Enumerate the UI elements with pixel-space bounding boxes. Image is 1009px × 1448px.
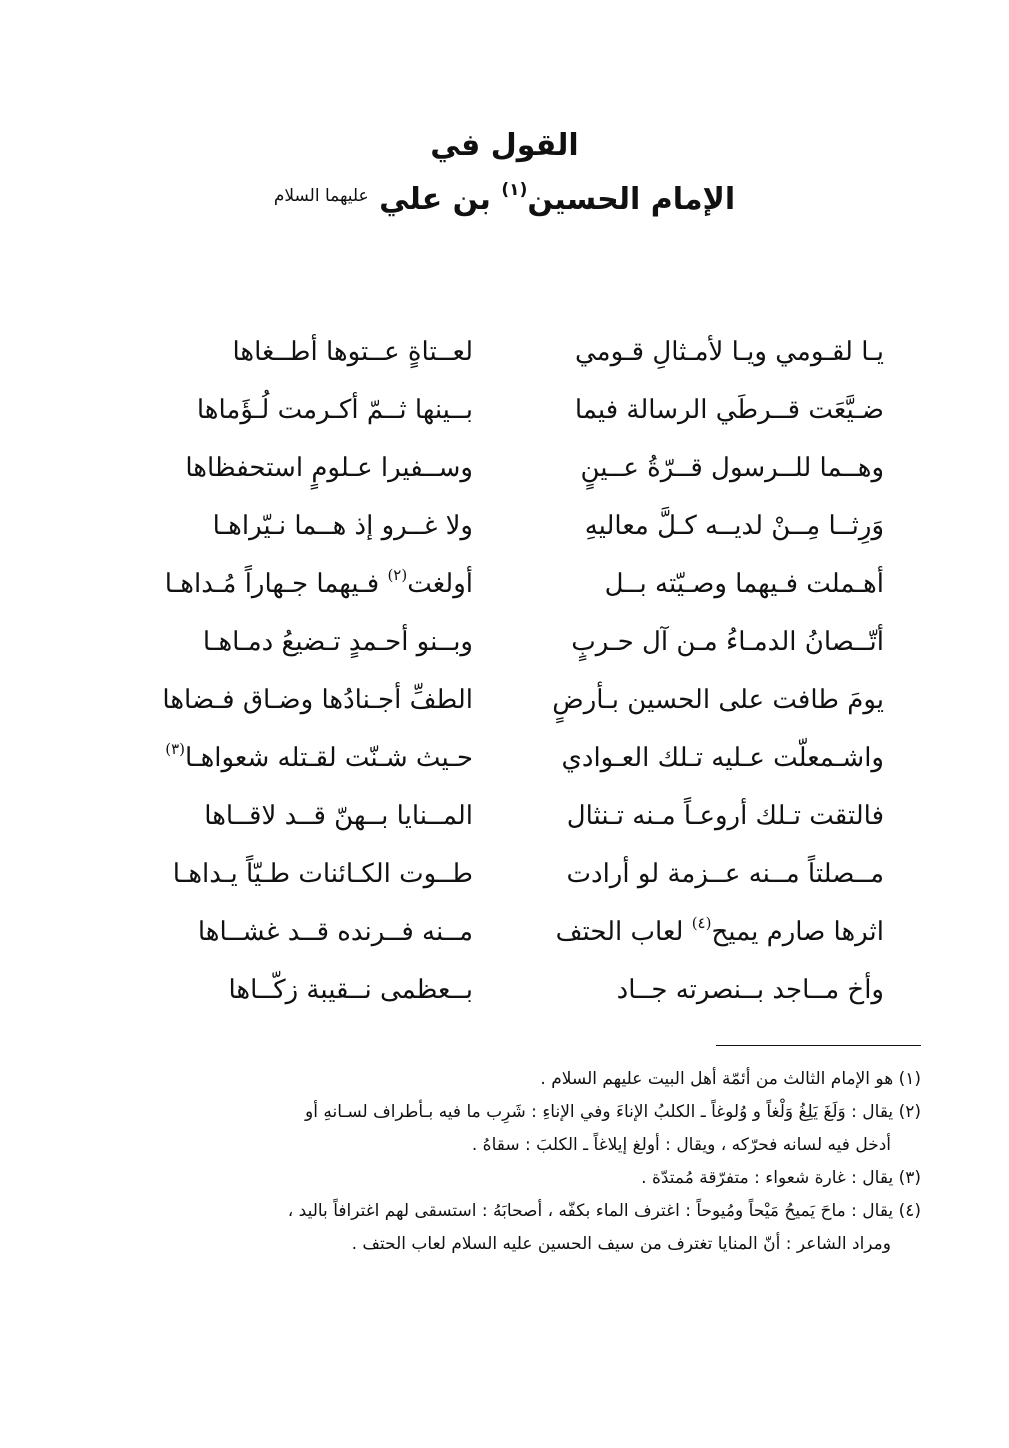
footnote-text: يقال : وَلَغَ يَلِغُ وَلْغاً و وُلوغاً ـ الكلبُ الإناءَ وفي الإناءِ : شَرِب ما فيه بـأطراف لسـانهِ أو bbox=[305, 1102, 894, 1122]
verse bbox=[0, 729, 1009, 787]
footnote-text: يقال : غارة شعواء : متفرّقة مُمتدّة . bbox=[641, 1168, 894, 1188]
subtitle-name: الإمام الحسين bbox=[527, 182, 736, 217]
verse bbox=[0, 903, 1009, 961]
verse bbox=[0, 439, 1009, 497]
verse-second-half: طــوت الكـائنات طـيّاً يـداهـا bbox=[172, 859, 473, 889]
footnote-number: (٣) bbox=[898, 1168, 921, 1188]
footnote-item bbox=[81, 1162, 921, 1195]
verse-second-half: بــينها ثــمّ أكـرمت لُـؤَماها bbox=[196, 395, 473, 425]
footnote-continuation: ومراد الشاعر : أنّ المنايا تغترف من سيف الحسين عليه السلام لعاب الحتف . bbox=[351, 1234, 891, 1254]
subtitle-rest: بن علي bbox=[368, 182, 502, 217]
verse-first-half: وَرِثــا مِــنْ لديــه كـلَّ معاليهِ bbox=[584, 511, 884, 541]
verse-text: فـيهما جـهاراً مُـداهـا bbox=[164, 569, 388, 599]
footnote-item bbox=[81, 1096, 921, 1129]
footnote-divider bbox=[716, 1045, 921, 1046]
honorific-glyph: عليهما السلام bbox=[273, 186, 369, 206]
verse-second-half: المــنايا بــهنّ قــد لاقــاها bbox=[204, 801, 473, 831]
verse-first-half: أتّــصانُ الدمـاءُ مـن آل حـربٍ bbox=[571, 627, 884, 657]
section-title: القول في bbox=[430, 128, 579, 163]
footnote-item bbox=[81, 1063, 921, 1096]
footnote-number: (١) bbox=[898, 1069, 921, 1089]
verse-first-half: ضـيَّعَت قــرطَي الرسالة فيما bbox=[574, 395, 884, 425]
verse-second-half: وبــنو أحـمدٍ تـضيعُ دمـاهـا bbox=[202, 627, 473, 657]
footnote-number: (٢) bbox=[898, 1102, 921, 1122]
verse-first-half: مــصلتاً مــنه عــزمة لو أرادت bbox=[566, 859, 884, 889]
footnote-text: هو الإمام الثالث من أئمّة أهل البيت عليهم السلام . bbox=[540, 1069, 894, 1089]
verse-text: اثرها صارم يميح bbox=[711, 917, 884, 947]
verse-text: حـيث شـنّت لقـتله شعواهـا bbox=[185, 743, 473, 773]
footnote-ref-4[interactable]: (٤) bbox=[691, 914, 712, 932]
section-subtitle bbox=[0, 176, 1009, 220]
verse-second-half: الطفِّ أجـنادُها وضـاق فـضاها bbox=[162, 685, 473, 715]
verse-second-half: مــنه فــرنده قــد غشــاها bbox=[197, 917, 473, 947]
verse bbox=[0, 613, 1009, 671]
verse-first-half: وأخ مــاجد بــنصرته جــاد bbox=[616, 975, 884, 1005]
verse bbox=[0, 787, 1009, 845]
verse-second-half bbox=[128, 555, 473, 613]
verse-first-half: واشـمعلّت عـليه تـلك العـوادي bbox=[561, 743, 884, 773]
verse-first-half: يـا لقـومي ويـا لأمـثالِ قـومي bbox=[575, 337, 884, 367]
footnote-ref-3[interactable]: (٣) bbox=[165, 740, 186, 758]
verse-first-half: وهــما للــرسول قــرّةُ عــينٍ bbox=[580, 453, 884, 483]
verse bbox=[0, 381, 1009, 439]
verse-second-half: ولا غــرو إذ هــما نـيّراهـا bbox=[212, 511, 473, 541]
footnote-item bbox=[81, 1195, 921, 1228]
footnote-text: يقال : ماحَ يَميحُ مَيْحاً ومُيوحاً : اغترف الماء بكفّه ، أصحابَهُ : استسقى لهم اغترافاً باليد ، bbox=[287, 1201, 894, 1221]
verse bbox=[0, 497, 1009, 555]
verse-first-half: أهـملت فـيهما وصـيّته بــل bbox=[604, 569, 884, 599]
verse-second-half bbox=[128, 729, 473, 787]
footnotes bbox=[81, 1063, 921, 1261]
verse bbox=[0, 671, 1009, 729]
verse bbox=[0, 323, 1009, 381]
verse-first-half bbox=[529, 903, 884, 961]
verse-first-half: يومَ طافت على الحسين بـأرضٍ bbox=[552, 685, 884, 715]
verse-second-half: بــعظمى نــقيبة زكّــاها bbox=[228, 975, 473, 1005]
footnote-ref-1[interactable]: (١) bbox=[501, 180, 528, 200]
footnote-ref-2[interactable]: (٢) bbox=[387, 566, 408, 584]
verse-second-half: وســفيرا عـلومٍ استحفظاها bbox=[185, 453, 473, 483]
verse bbox=[0, 555, 1009, 613]
verse-first-half: فالتقت تـلك أروعـاً مـنه تـنثال bbox=[566, 801, 884, 831]
footnote-continuation: أدخل فيه لسانه فحرّكه ، ويقال : أولغ إيلاغاً ـ الكلبَ : سقاهُ . bbox=[471, 1135, 891, 1155]
footnote-number: (٤) bbox=[898, 1201, 921, 1221]
verse-text: أولغت bbox=[407, 569, 473, 599]
verse-text: لعاب الحتف bbox=[555, 917, 692, 947]
verse-second-half: لعــتاةٍ عــتوها أطــغاها bbox=[232, 337, 473, 367]
verse bbox=[0, 961, 1009, 1019]
verse bbox=[0, 845, 1009, 903]
